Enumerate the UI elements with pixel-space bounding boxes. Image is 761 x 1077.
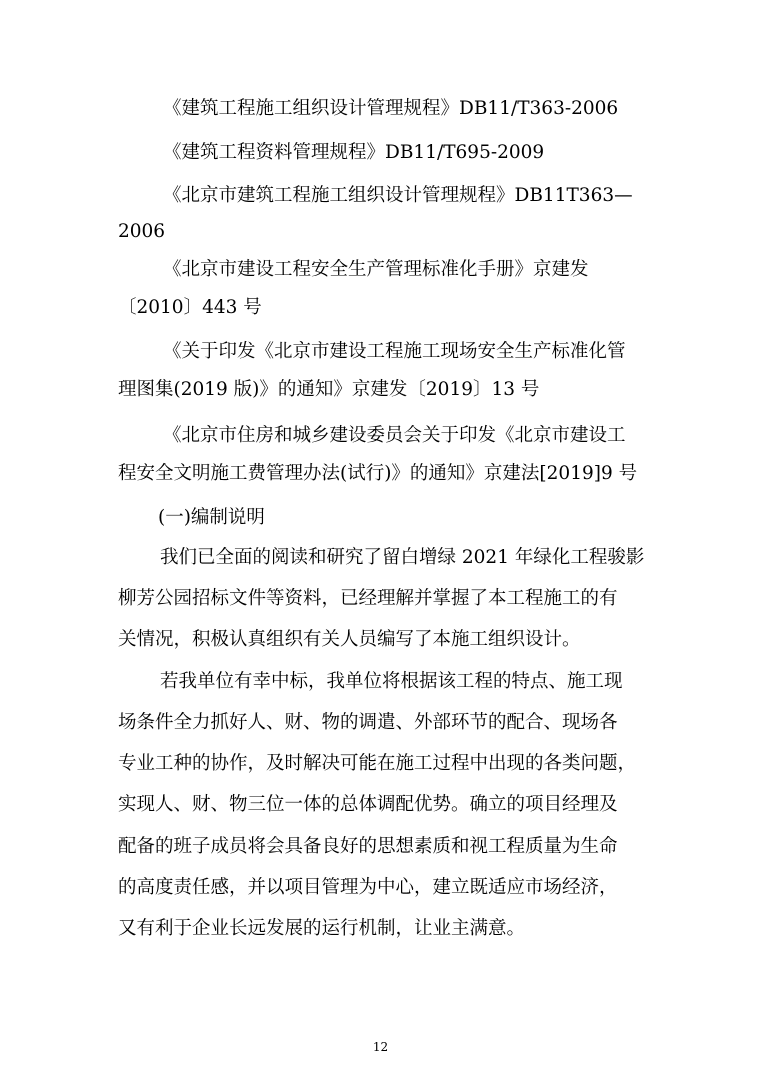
reference-line-continuation: 理图集(2019 版)》的通知》京建发〔2019〕13 号 — [118, 379, 540, 400]
paragraph-line: 若我单位有幸中标，我单位将根据该工程的特点、施工现 — [160, 671, 623, 692]
page-number: 12 — [372, 1040, 389, 1054]
paragraph-line: 专业工种的协作，及时解决可能在施工过程中出现的各类问题， — [118, 753, 637, 774]
paragraph-line: 又有利于企业长远发展的运行机制，让业主满意。 — [118, 918, 526, 939]
section-heading: (一)编制说明 — [158, 507, 265, 528]
paragraph-line: 场条件全力抓好人、财、物的调遣、外部环节的配合、现场各 — [118, 712, 618, 733]
paragraph-line: 关情况，积极认真组织有关人员编写了本施工组织设计。 — [118, 629, 581, 650]
reference-line: 《北京市建设工程安全生产管理标准化手册》京建发 — [163, 259, 589, 280]
reference-line: 《建筑工程施工组织设计管理规程》DB11/T363-2006 — [163, 98, 619, 119]
paragraph-line: 柳芳公园招标文件等资料，已经理解并掌握了本工程施工的有 — [118, 588, 618, 609]
paragraph-line: 的高度责任感，并以项目管理为中心，建立既适应市场经济， — [118, 877, 618, 898]
reference-line-continuation: 2006 — [118, 221, 166, 242]
reference-line-continuation: 〔2010〕443 号 — [118, 297, 262, 318]
paragraph-line: 实现人、财、物三位一体的总体调配优势。确立的项目经理及 — [118, 794, 618, 815]
paragraph-line: 我们已全面的阅读和研究了留白增绿 2021 年绿化工程骏影 — [160, 547, 645, 568]
reference-line-continuation: 程安全文明施工费管理办法(试行)》的通知》京建法[2019]9 号 — [118, 463, 638, 484]
reference-line: 《关于印发《北京市建设工程施工现场安全生产标准化管 — [163, 341, 626, 362]
reference-line: 《北京市建筑工程施工组织设计管理规程》DB11T363— — [163, 185, 633, 206]
reference-line: 《建筑工程资料管理规程》DB11/T695-2009 — [163, 142, 545, 163]
paragraph-line: 配备的班子成员将会具备良好的思想素质和视工程质量为生命 — [118, 836, 618, 857]
reference-line: 《北京市住房和城乡建设委员会关于印发《北京市建设工 — [163, 425, 626, 446]
